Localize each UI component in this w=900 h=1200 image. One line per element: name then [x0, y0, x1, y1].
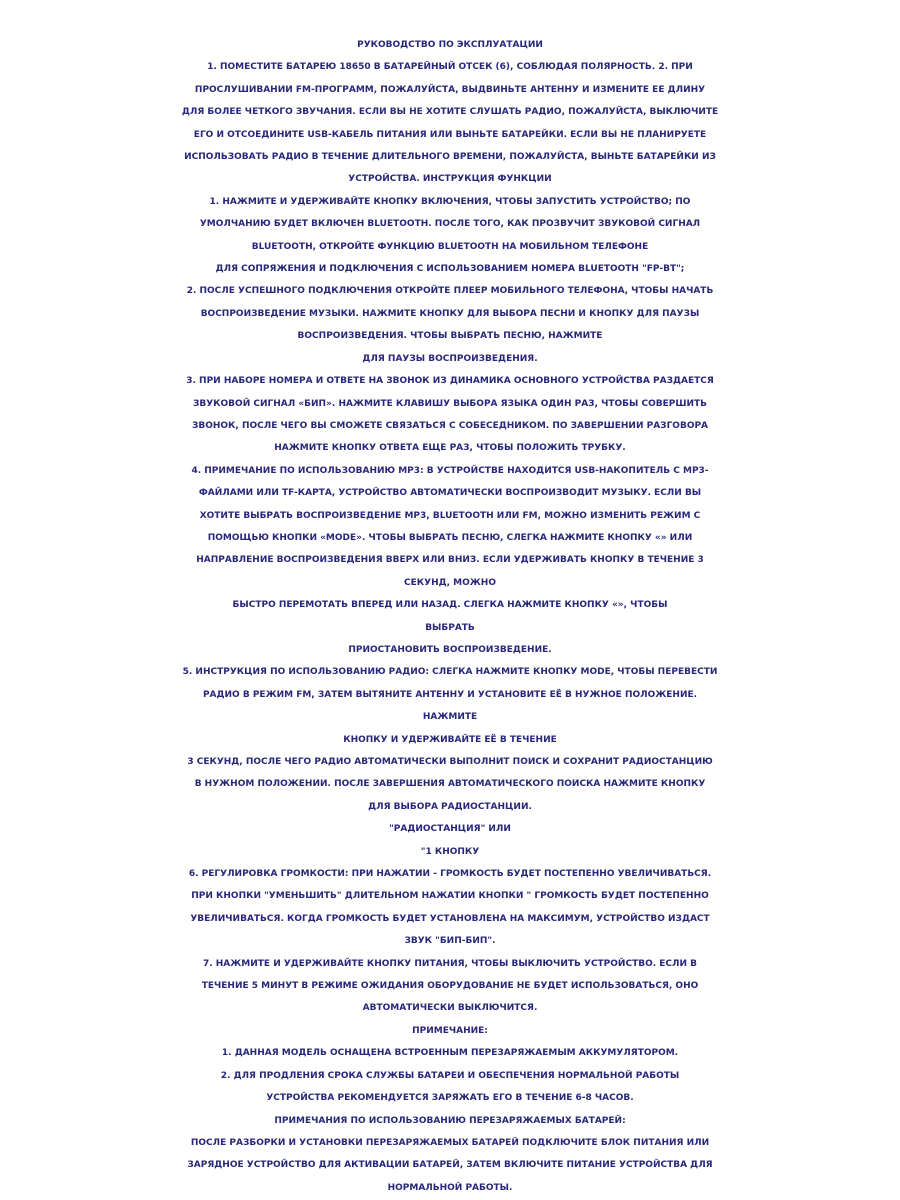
instruction-text [0, 34, 900, 1199]
text-line: ВОСПРОИЗВЕДЕНИЕ МУЗЫКИ. НАЖМИТЕ КНОПКУ ДЛЯ ВЫБОРА ПЕСНИ И КНОПКУ ДЛЯ ПАУЗЫ [200, 308, 700, 319]
text-line: НОРМАЛЬНОЙ РАБОТЫ. [387, 1182, 513, 1193]
text-line: УМОЛЧАНИЮ БУДЕТ ВКЛЮЧЕН BLUETOOTH. ПОСЛЕ ТОГО, КАК ПРОЗВУЧИТ ЗВУКОВОЙ СИГНАЛ [199, 219, 701, 230]
text-line: ПРИМЕЧАНИЕ: [412, 1025, 488, 1036]
text-line: BLUETOOTH, ОТКРОЙТЕ ФУНКЦИЮ BLUETOOTH НА МОБИЛЬНОМ ТЕЛЕФОНЕ [251, 241, 649, 252]
text-line: 1. ПОМЕСТИТЕ БАТАРЕЮ 18650 В БАТАРЕЙНЫЙ ОТСЕК (6), СОБЛЮДАЯ ПОЛЯРНОСТЬ. 2. ПРИ [207, 62, 693, 73]
text-line: ЗАРЯДНОЕ УСТРОЙСТВО ДЛЯ АКТИВАЦИИ БАТАРЕЙ, ЗАТЕМ ВКЛЮЧИТЕ ПИТАНИЕ УСТРОЙСТВА ДЛЯ [187, 1160, 713, 1171]
text-line: ПРИ КНОПКИ "УМЕНЬШИТЬ" ДЛИТЕЛЬНОМ НАЖАТИИ КНОПКИ " ГРОМКОСТЬ БУДЕТ ПОСТЕПЕННО [191, 891, 709, 902]
text-line: ФАЙЛАМИ ИЛИ TF-КАРТА, УСТРОЙСТВО АВТОМАТИЧЕСКИ ВОСПРОИЗВОДИТ МУЗЫКУ. ЕСЛИ ВЫ [198, 488, 702, 499]
text-line: СЕКУНД, МОЖНО [404, 577, 496, 588]
text-line: ТЕЧЕНИЕ 5 МИНУТ В РЕЖИМЕ ОЖИДАНИЯ ОБОРУДОВАНИЕ НЕ БУДЕТ ИСПОЛЬЗОВАТЬСЯ, ОНО [201, 981, 699, 992]
text-line: 2. ПОСЛЕ УСПЕШНОГО ПОДКЛЮЧЕНИЯ ОТКРОЙТЕ ПЛЕЕР МОБИЛЬНОГО ТЕЛЕФОНА, ЧТОБЫ НАЧАТЬ [186, 286, 714, 297]
text-line: ВЫБРАТЬ [425, 622, 475, 633]
text-line: ХОТИТЕ ВЫБРАТЬ ВОСПРОИЗВЕДЕНИЕ MP3, BLUETOOTH ИЛИ FM, МОЖНО ИЗМЕНИТЬ РЕЖИМ С [199, 510, 701, 521]
text-line: НАЖМИТЕ КНОПКУ ОТВЕТА ЕЩЕ РАЗ, ЧТОБЫ ПОЛОЖИТЬ ТРУБКУ. [274, 443, 626, 454]
text-line: "1 КНОПКУ [420, 846, 480, 857]
text-line: РАДИО В РЕЖИМ FM, ЗАТЕМ ВЫТЯНИТЕ АНТЕННУ И УСТАНОВИТЕ ЕЁ В НУЖНОЕ ПОЛОЖЕНИЕ. [202, 689, 698, 700]
text-line: ВОСПРОИЗВЕДЕНИЯ. ЧТОБЫ ВЫБРАТЬ ПЕСНЮ, НАЖМИТЕ [297, 331, 603, 342]
text-line: АВТОМАТИЧЕСКИ ВЫКЛЮЧИТСЯ. [362, 1003, 538, 1014]
text-line: 4. ПРИМЕЧАНИЕ ПО ИСПОЛЬЗОВАНИЮ MP3: В УСТРОЙСТВЕ НАХОДИТСЯ USB-НАКОПИТЕЛЬ С MP3- [191, 465, 709, 476]
text-line: 2. ДЛЯ ПРОДЛЕНИЯ СРОКА СЛУЖБЫ БАТАРЕИ И ОБЕСПЕЧЕНИЯ НОРМАЛЬНОЙ РАБОТЫ [220, 1070, 680, 1081]
text-line: ЗВУКОВОЙ СИГНАЛ «БИП». НАЖМИТЕ КЛАВИШУ ВЫБОРА ЯЗЫКА ОДИН РАЗ, ЧТОБЫ СОВЕРШИТЬ [192, 398, 708, 409]
text-line: ДЛЯ ПАУЗЫ ВОСПРОИЗВЕДЕНИЯ. [362, 353, 538, 364]
document-title: РУКОВОДСТВО ПО ЭКСПЛУАТАЦИИ [357, 40, 543, 50]
text-line: ЗВУК "БИП-БИП". [404, 936, 496, 947]
text-line: ПРОСЛУШИВАНИИ FM-ПРОГРАММ, ПОЖАЛУЙСТА, ВЫДВИНЬТЕ АНТЕННУ И ИЗМЕНИТЕ ЕЕ ДЛИНУ [194, 84, 706, 95]
text-line: В НУЖНОМ ПОЛОЖЕНИИ. ПОСЛЕ ЗАВЕРШЕНИЯ АВТОМАТИЧЕСКОГО ПОИСКА НАЖМИТЕ КНОПКУ [194, 779, 706, 790]
text-line: "РАДИОСТАНЦИЯ" ИЛИ [389, 824, 511, 835]
text-line: ЗВОНОК, ПОСЛЕ ЧЕГО ВЫ СМОЖЕТЕ СВЯЗАТЬСЯ С СОБЕСЕДНИКОМ. ПО ЗАВЕРШЕНИИ РАЗГОВОРА [191, 420, 709, 431]
text-line: ПРИОСТАНОВИТЬ ВОСПРОИЗВЕДЕНИЕ. [348, 644, 552, 655]
text-line: КНОПКУ И УДЕРЖИВАЙТЕ ЕЁ В ТЕЧЕНИЕ [343, 734, 557, 745]
text-line: 6. РЕГУЛИРОВКА ГРОМКОСТИ: ПРИ НАЖАТИИ - ГРОМКОСТЬ БУДЕТ ПОСТЕПЕННО УВЕЛИЧИВАТЬСЯ. [188, 869, 712, 880]
text-line: ПОСЛЕ РАЗБОРКИ И УСТАНОВКИ ПЕРЕЗАРЯЖАЕМЫХ БАТАРЕЙ ПОДКЛЮЧИТЕ БЛОК ПИТАНИЯ ИЛИ [190, 1137, 710, 1148]
text-line: ДЛЯ ВЫБОРА РАДИОСТАНЦИИ. [368, 801, 532, 812]
text-line: ПОМОЩЬЮ КНОПКИ «MODE». ЧТОБЫ ВЫБРАТЬ ПЕСНЮ, СЛЕГКА НАЖМИТЕ КНОПКУ «» ИЛИ [207, 532, 693, 543]
text-line: ИСПОЛЬЗОВАТЬ РАДИО В ТЕЧЕНИЕ ДЛИТЕЛЬНОГО ВРЕМЕНИ, ПОЖАЛУЙСТА, ВЫНЬТЕ БАТАРЕЙКИ ИЗ [184, 152, 716, 163]
text-line: ЕГО И ОТСОЕДИНИТЕ USB-КАБЕЛЬ ПИТАНИЯ ИЛИ ВЫНЬТЕ БАТАРЕЙКИ. ЕСЛИ ВЫ НЕ ПЛАНИРУЕТЕ [193, 129, 707, 140]
text-line: УСТРОЙСТВА. ИНСТРУКЦИЯ ФУНКЦИИ [348, 174, 552, 185]
text-line: БЫСТРО ПЕРЕМОТАТЬ ВПЕРЕД ИЛИ НАЗАД. СЛЕГКА НАЖМИТЕ КНОПКУ «», ЧТОБЫ [232, 600, 668, 611]
text-line: 3 СЕКУНД, ПОСЛЕ ЧЕГО РАДИО АВТОМАТИЧЕСКИ ВЫПОЛНИТ ПОИСК И СОХРАНИТ РАДИОСТАНЦИЮ [187, 757, 713, 767]
text-line: НАПРАВЛЕНИЕ ВОСПРОИЗВЕДЕНИЯ ВВЕРХ ИЛИ ВНИЗ. ЕСЛИ УДЕРЖИВАТЬ КНОПКУ В ТЕЧЕНИЕ 3 [196, 555, 704, 566]
text-line: УВЕЛИЧИВАТЬСЯ. КОГДА ГРОМКОСТЬ БУДЕТ УСТАНОВЛЕНА НА МАКСИМУМ, УСТРОЙСТВО ИЗДАСТ [190, 913, 710, 924]
text-line: УСТРОЙСТВА РЕКОМЕНДУЕТСЯ ЗАРЯЖАТЬ ЕГО В ТЕЧЕНИЕ 6-8 ЧАСОВ. [266, 1093, 634, 1104]
text-line: НАЖМИТЕ [422, 712, 478, 723]
text-line: 1. НАЖМИТЕ И УДЕРЖИВАЙТЕ КНОПКУ ВКЛЮЧЕНИЯ, ЧТОБЫ ЗАПУСТИТЬ УСТРОЙСТВО; ПО [209, 196, 691, 207]
text-line: ДЛЯ БОЛЕЕ ЧЕТКОГО ЗВУЧАНИЯ. ЕСЛИ ВЫ НЕ ХОТИТЕ СЛУШАТЬ РАДИО, ПОЖАЛУЙСТА, ВЫКЛЮЧИТЕ [181, 107, 719, 118]
text-line: 3. ПРИ НАБОРЕ НОМЕРА И ОТВЕТЕ НА ЗВОНОК ИЗ ДИНАМИКА ОСНОВНОГО УСТРОЙСТВА РАЗДАЕТСЯ [186, 376, 714, 387]
text-line: 7. НАЖМИТЕ И УДЕРЖИВАЙТЕ КНОПКУ ПИТАНИЯ, ЧТОБЫ ВЫКЛЮЧИТЬ УСТРОЙСТВО. ЕСЛИ В [202, 958, 698, 969]
text-line: ДЛЯ СОПРЯЖЕНИЯ И ПОДКЛЮЧЕНИЯ С ИСПОЛЬЗОВАНИЕМ НОМЕРА BLUETOOTH "FP-BT"; [215, 264, 685, 275]
text-line: 1. ДАННАЯ МОДЕЛЬ ОСНАЩЕНА ВСТРОЕННЫМ ПЕРЕЗАРЯЖАЕМЫМ АККУМУЛЯТОРОМ. [221, 1048, 679, 1059]
text-line: 5. ИНСТРУКЦИЯ ПО ИСПОЛЬЗОВАНИЮ РАДИО: СЛЕГКА НАЖМИТЕ КНОПКУ MODE, ЧТОБЫ ПЕРЕВЕСТИ [182, 667, 718, 678]
text-line: ПРИМЕЧАНИЯ ПО ИСПОЛЬЗОВАНИЮ ПЕРЕЗАРЯЖАЕМЫХ БАТАРЕЙ: [274, 1115, 626, 1126]
